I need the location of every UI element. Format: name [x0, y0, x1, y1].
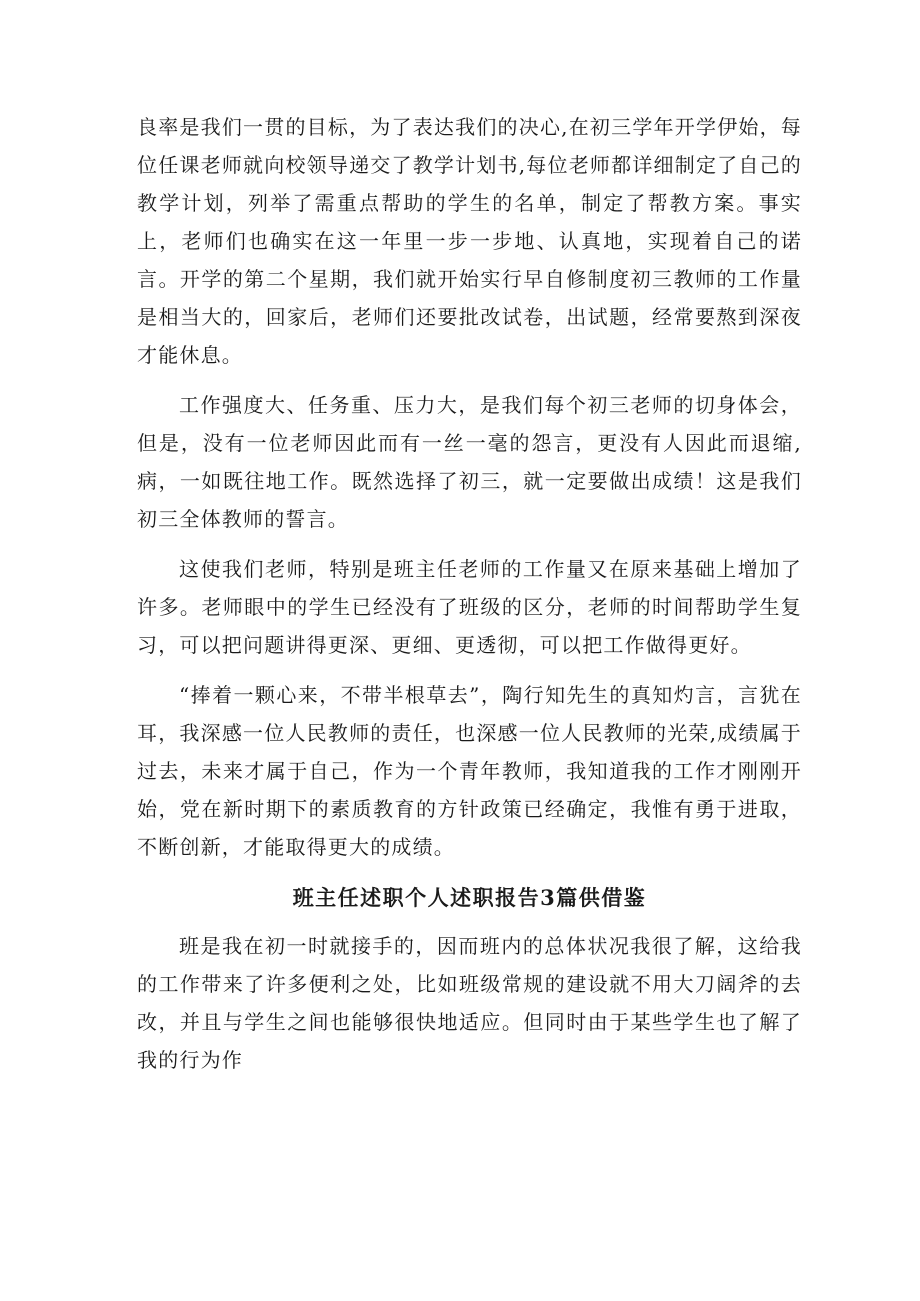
- paragraph-5: 班是我在初一时就接手的，因而班内的总体状况我很了解，这给我的工作带来了许多便利之处，比如班级常规的建设就不用大刀阔斧的去改，并且与学生之间也能够很快地适应。但同时由于某些学生也了解了我的行为作: [137, 934, 802, 1072]
- document-body: [137, 108, 802, 1091]
- paragraph-1: 良率是我们一贯的目标，为了表达我们的决心,在初三学年开学伊始，每位任课老师就向校领导递交了教学计划书,每位老师都详细制定了自己的教学计划，列举了需重点帮助的学生的名单，制定了帮教方案。事实上，老师们也确实在这一年里一步一步地、认真地，实现着自己的诺言。开学的第二个星期，我们就开始实行早自修制度初三教师的工作量是相当大的，回家后，老师们还要批改试卷，出试题，经常要熬到深夜才能休息。: [137, 115, 802, 367]
- paragraph-4: “捧着一颗心来，不带半根草去”，陶行知先生的真知灼言，言犹在耳，我深感一位人民教师的责任，也深感一位人民教师的光荣,成绩属于过去，未来才属于自己，作为一个青年教师，我知道我的工作才刚刚开始，党在新时期下的素质教育的方针政策已经确定，我惟有勇于进取，不断创新，才能取得更大的成绩。: [137, 683, 802, 859]
- paragraph-2: 工作强度大、任务重、压力大，是我们每个初三老师的切身体会，但是，没有一位老师因此而有一丝一毫的怨言，更没有人因此而退缩,病，一如既往地工作。既然选择了初三，就一定要做出成绩！这是我们初三全体教师的誓言。: [137, 393, 802, 531]
- paragraph-3: 这使我们老师，特别是班主任老师的工作量又在原来基础上增加了许多。老师眼中的学生已经没有了班级的区分，老师的时间帮助学生复习，可以把问题讲得更深、更细、更透彻，可以把工作做得更好。: [137, 557, 802, 657]
- section-heading: 班主任述职个人述职报告3篇供借鉴: [292, 885, 647, 910]
